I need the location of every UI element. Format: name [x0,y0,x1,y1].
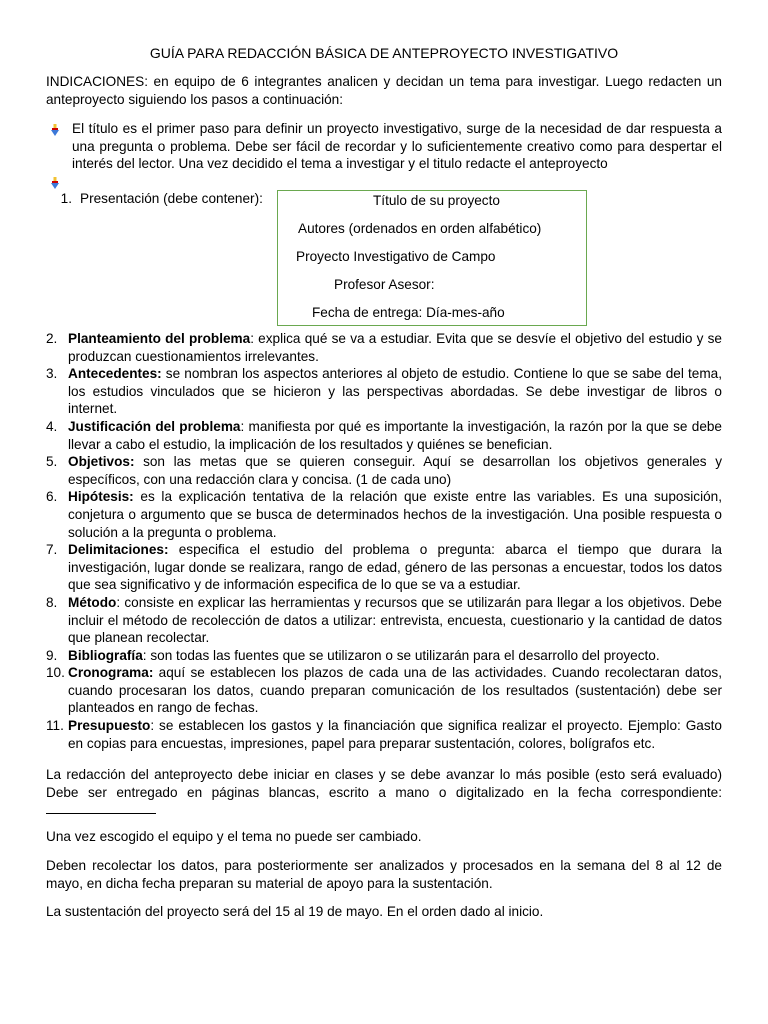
list-item [46,647,722,665]
list-number: 11. [46,718,64,734]
bullet-item-empty [46,173,722,189]
list-item [46,541,722,594]
list-number: 10. [46,665,65,681]
box-line-authors: Autores (ordenados en orden alfabético) [298,221,542,236]
item-text: especifica el estudio del problema o pregunta: abarca el tiempo que durara la investigación, lugar donde se realizara, rango de edad, género de las personas a encuestar, todos los datos que sea significativo y de información especifica de lo que se va a estudiar. [68,542,722,593]
bullet-item-title [46,120,722,176]
box-line-title: Título de su proyecto [373,193,500,208]
date-blank-line [46,802,156,814]
list-item [46,594,722,647]
presentation-box [277,190,587,326]
item-text: aquí se establecen los plazos de cada una de las actividades. Cuando recolectaran datos, cuando procesaran los datos, cuando preparan comunicación de los resultados (sustentación) debe ser planteados en rango de fechas. [68,665,722,716]
item-term: Presupuesto [68,718,151,734]
bullet-text: El título es el primer paso para definir un proyecto investigativo, surge de la necesidad de dar respuesta a una pregunta o problema. Debe ser fácil de recordar y lo suficientemente creativo como para despertar el interés del lector. Una vez decidido el tema a investigar y el titulo redacte el anteproyecto [72,121,722,172]
item-term: Justificación del problema [68,418,241,434]
list-item [46,717,722,752]
item-text: : explica qué se va a estudiar. Evita que se desvíe el objetivo del estudio y se produzcan cuestionamientos irrelevantes. [68,331,722,364]
list-item [46,453,722,488]
arrow-bullet-icon [48,123,62,137]
item-term: Planteamiento del problema [68,331,251,346]
item-term: Hipótesis: [68,489,134,505]
presentation-label: Presentación (debe contener): [80,191,263,206]
list-number: 3. [46,366,58,382]
list-item [46,330,722,365]
instructions-paragraph: INDICACIONES: en equipo de 6 integrantes analicen y decidan un tema para investigar. Luego redacten un anteproyecto siguiendo los pasos a continuación: [46,74,722,107]
item-text: se nombran los aspectos anteriores al objeto de estudio. Contiene lo que se sabe del tema, los estudios vinculados que se hicieron y las perspectivas abordadas. Se debe investigar de libros o internet. [68,366,722,417]
box-line-advisor: Profesor Asesor: [334,277,435,292]
footer-paragraph-team: Una vez escogido el equipo y el tema no puede ser cambiado. [46,829,422,844]
list-number: 5. [46,454,58,470]
footer-paragraph-submission [46,766,722,819]
page-title: GUÍA PARA REDACCIÓN BÁSICA DE ANTEPROYECTO INVESTIGATIVO [149,45,619,61]
arrow-bullet-icon [48,176,62,190]
item-term: Objetivos: [68,454,135,470]
list-number: 4. [46,418,58,434]
box-line-project-type: Proyecto Investigativo de Campo [296,249,496,264]
item-term: Delimitaciones: [68,542,169,558]
list-number: 8. [46,594,58,610]
item-term: Método [68,594,117,610]
list-item [46,365,722,418]
list-number: 1. [60,191,72,206]
footer-paragraph-defense: La sustentación del proyecto será del 15 al 19 de mayo. En el orden dado al inicio. [46,904,544,919]
item-text: : se establecen los gastos y la financiación que significa realizar el proyecto. Ejemplo: Gasto en copias para encuestas, impresiones, papel para preparar sustentación, colores, bolígrafos etc. [68,718,722,751]
item-text: : son todas las fuentes que se utilizaron o se utilizarán para el desarrollo del proyecto. [142,647,660,663]
submission-text: La redacción del anteproyecto debe iniciar en clases y se debe avanzar lo más posible (esto será evaluado) Debe ser entregado en páginas blancas, escrito a mano o digitalizado en la fecha correspondiente: [46,767,722,800]
list-number: 2. [46,331,58,346]
item-text: son las metas que se quieren conseguir. Aquí se desarrollan los objetivos generales y específicos, con una redacción clara y concisa. (1 de cada uno) [68,454,722,487]
item-text: : consiste en explicar las herramientas y recursos que se utilizarán para llegar a los objetivos. Debe incluir el método de recolección de datos a utilizar: entrevista, encuesta, cuestionario y la cantidad de datos que planean recolectar. [68,594,722,646]
item-term: Antecedentes: [68,366,162,382]
list-item [46,418,722,453]
box-line-date: Fecha de entrega: Día-mes-año [312,305,505,320]
list-number: 9. [46,647,58,663]
item-term: Cronograma: [68,665,154,681]
list-item [46,664,722,717]
item-text: es la explicación tentativa de la relación que existe entre las variables. Es una suposición, conjetura o argumento que se busca de determinados hechos de la investigación. Una posible respuesta o solución a la pregunta o problema. [68,489,722,540]
list-item [46,488,722,541]
item-text: : manifiesta por qué es importante la investigación, la razón por la que se debe llevar a cabo el estudio, la implicación de los resultados y quiénes se benefician. [68,418,722,452]
footer-paragraph-data: Deben recolectar los datos, para posteriormente ser analizados y procesados en la semana del 8 al 12 de mayo, en dicha fecha preparan su material de apoyo para la sustentación. [46,858,722,891]
list-number: 7. [46,542,58,558]
item-term: Bibliografía [68,647,143,663]
list-number: 6. [46,489,58,505]
sections-list [46,330,722,752]
